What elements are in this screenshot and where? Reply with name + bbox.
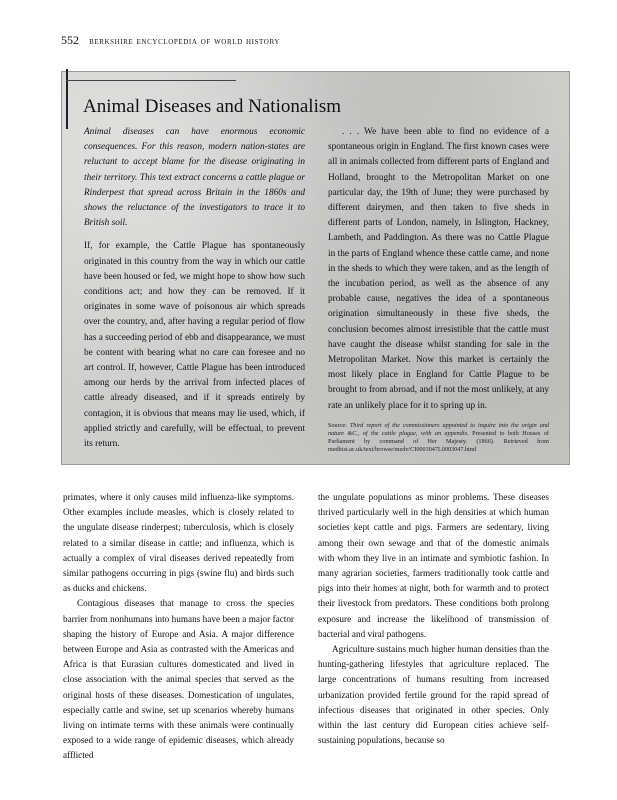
body-paragraph: primates, where it only causes mild influenza-like symptoms. Other examples include measles, which is closely related to the ungulate disease rinderpest; tuberculosis, which is closely related to a similar disease in cattle; and influenza, which is actually a complex of viral diseases derived repeatedly from similar pathogens occurring in pigs (swine flu) and birds such as ducks and chickens.	[63, 492, 294, 594]
source-label: Source:	[328, 421, 347, 429]
sidebar-horizontal-rule	[66, 80, 236, 81]
sidebar-quote-paragraph-1: If, for example, the Cattle Plague has spontaneously originated in this country from the way in which our cattle have been housed or fed, we might hope to show how such conditions act; and how they can be removed. If it originates in some wave of poisonous air which spreads over the country, and, after having a regular period of flow has a succeeding period of ebb and disappearance, we must be content with bearing what no care can foresee and no art control. If, however, Cattle Plague has been introduced among our herds by the arrival from infected places of cattle already diseased, and if it spreads entirely by contagion, it is obvious that means may lie used, which, if applied strictly and carefully, will be effectual, to prevent its return.	[84, 241, 305, 450]
sidebar-box	[61, 71, 570, 465]
running-header	[61, 33, 577, 48]
sidebar-quote-paragraph-2: . . . We have been able to find no evidence of a spontaneous origin in England. The first known cases were all in animals collected from different parts of England and Holland, brought to the Metropolitan Market on one particular day, the 19th of June; they were purchased by different dairymen, and then taken to five sheds in different parts of London, namely, in Islington, Hackney, Lambeth, and Paddington. As there was no Cattle Plague in the parts of England whence these cattle came, and none in the sheds to which they were taken, and as the length of the incubation period, as well as the absence of any probable cause, negatives the idea of a spontaneous origination simultaneously in these five sheds, the conclusion becomes almost irresistible that the cattle must have caught the disease whilst standing for sale in the Metropolitan Market. Now this market is certainly the most likely place in England for Cattle Plague to be brought to from abroad, and if not the most unlikely, at any rate an unlikely place for it to spring up in.	[328, 127, 549, 411]
body-paragraph: Agriculture sustains much higher human densities than the hunting-gathering lifestyles that agriculture replaced. The large concentrations of humans resulting from increased urbanization provided fertile ground for the rapid spread of infectious diseases that originated in other species. Only within the last century did European cities achieve self-sustaining populations, because so	[318, 644, 549, 746]
sidebar-source-citation	[328, 422, 549, 454]
body-left-column	[63, 490, 294, 764]
sidebar-intro: Animal diseases can have enormous economic consequences. For this reason, modern nation-states are reluctant to accept blame for the disease originating in their territory. This text extract concerns a cattle plague or Rinderpest that spread across Britain in the 1860s and shows the reluctance of the investigators to trace it to British soil.	[84, 127, 305, 229]
page-number: 552	[61, 33, 79, 47]
source-details: Presented to both Houses of Parliament by command of Her Majesty. (1866). Retrieved from medhist.ac.uk/text/browse/medv/CI0003047L0003047.html	[328, 429, 549, 453]
body-right-column	[318, 490, 549, 748]
body-paragraph: Contagious diseases that manage to cross the species barrier from nonhumans into humans have been a major factor shaping the history of Europe and Asia. A major difference between Europe and Asia as contrasted with the Americas and Africa is that Eurasian cultures domesticated and lived in close association with the animal species that served as the original hosts of these diseases. Domestication of ungulates, especially cattle and swine, set up scenarios whereby humans living on intimate terms with these animals were continually exposed to a wide range of epidemic diseases, which already afflicted	[63, 598, 294, 761]
sidebar-left-column	[84, 125, 305, 460]
running-title: berkshire encyclopedia of world history	[89, 36, 280, 47]
source-title: Third report of the commissioners appointed to inquire into the origin and nature &C., of the cattle plague, with an appendix.	[328, 421, 550, 437]
sidebar-vertical-rule	[66, 69, 68, 129]
sidebar-right-column	[328, 125, 549, 462]
sidebar-title: Animal Diseases and Nationalism	[83, 96, 342, 117]
body-paragraph: the ungulate populations as minor problems. These diseases thrived particularly well in the high densities at which human societies kept cattle and pigs. Farmers are sedentary, living among their own sewage and that of the domestic animals with whom they live in an intimate and symbiotic fashion. In many agrarian societies, farmers traditionally took cattle and pigs into their homes at night, both for warmth and to protect their livestock from predators. These conditions both prolong exposure and increase the likelihood of transmission of bacterial and viral pathogens.	[318, 492, 549, 639]
